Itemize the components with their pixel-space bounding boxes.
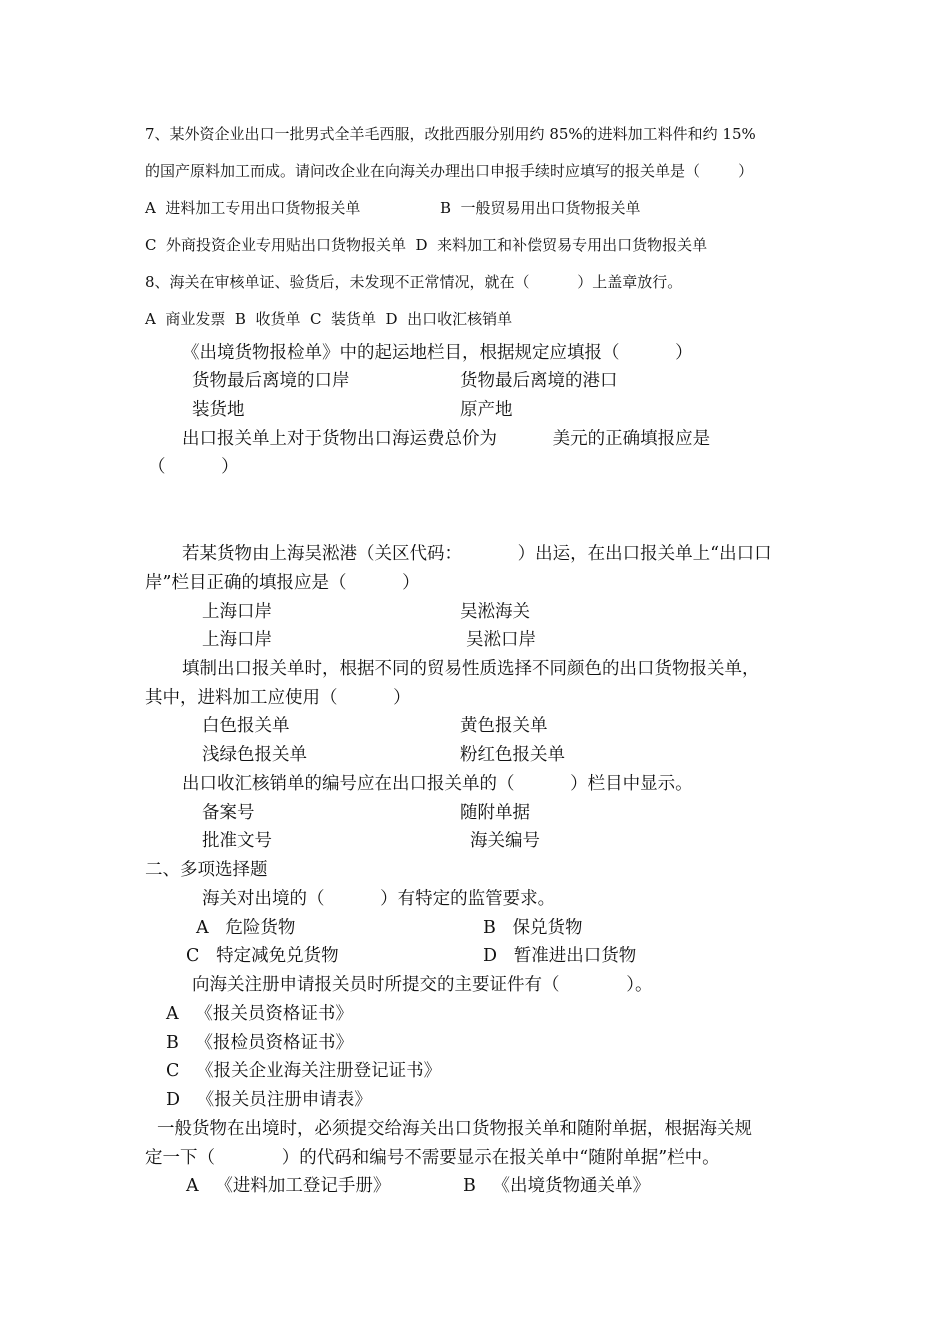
question-color-stem-1: 填制出口报关单时，根据不同的贸易性质选择不同颜色的出口货物报关单， bbox=[182, 659, 760, 679]
option-text: 吴淞海关 bbox=[460, 602, 530, 622]
question-8-stem: 8、海关在审核单证、验货后，未发现不正常情况，就在（ ）上盖章放行。 bbox=[145, 273, 683, 291]
option-text: 随附单据 bbox=[460, 803, 530, 823]
question-color-stem-2: 其中，进料加工应使用（ ） bbox=[145, 688, 411, 708]
question-documents-stem-1: 一般货物在出境时，必须提交给海关出口货物报关单和随附单据，根据海关规 bbox=[157, 1119, 752, 1139]
option-text: 海关编号 bbox=[470, 831, 540, 851]
option-text: D 暂准进出口货物 bbox=[483, 946, 637, 966]
option-text: 装货地 bbox=[192, 400, 245, 420]
option-text: 备案号 bbox=[202, 803, 255, 823]
question-freight-stem: 出口报关单上对于货物出口海运费总价为 美元的正确填报应是 bbox=[182, 429, 711, 449]
option-text: C 特定减免兑货物 bbox=[186, 946, 339, 966]
question-port-stem-1: 若某货物由上海吴淞港（关区代码： ）出运，在出口报关单上“出口口 bbox=[182, 544, 772, 564]
question-registration-stem: 向海关注册申请报关员时所提交的主要证件有（ ）。 bbox=[192, 975, 653, 995]
option-text: 上海口岸 bbox=[202, 630, 272, 650]
option-text: B 《报检员资格证书》 bbox=[166, 1033, 354, 1053]
question-verification-stem: 出口收汇核销单的编号应在出口报关单的（ ）栏目中显示。 bbox=[182, 774, 693, 794]
option-text: A 危险货物 bbox=[196, 918, 296, 938]
option-text: B 保兑货物 bbox=[483, 918, 583, 938]
option-text: 吴淞口岸 bbox=[466, 630, 536, 650]
option-text: A 《进料加工登记手册》 bbox=[186, 1176, 391, 1196]
question-7-line-2: 的国产原料加工而成。请问改企业在向海关办理出口申报手续时应填写的报关单是（ ） bbox=[145, 162, 754, 180]
option-text: 原产地 bbox=[460, 400, 513, 420]
option-text: 白色报关单 bbox=[202, 716, 290, 736]
question-7-option-a: A 进料加工专用出口货物报关单 bbox=[145, 199, 361, 217]
option-text: 批准文号 bbox=[202, 831, 272, 851]
question-supervision-stem: 海关对出境的（ ）有特定的监管要求。 bbox=[202, 889, 556, 909]
option-text: 上海口岸 bbox=[202, 602, 272, 622]
question-7-line-1: 7、某外资企业出口一批男式全羊毛西服，改批西服分别用约 85%的进料加工料件和约 15% bbox=[145, 125, 756, 143]
option-text: C 《报关企业海关注册登记证书》 bbox=[166, 1061, 442, 1081]
option-text: 货物最后离境的口岸 bbox=[192, 371, 350, 391]
question-7-options-cd: C 外商投资企业专用贴出口货物报关单 D 来料加工和补偿贸易专用出口货物报关单 bbox=[145, 236, 708, 254]
option-text: D 《报关员注册申请表》 bbox=[166, 1090, 372, 1110]
option-text: B 《出境货物通关单》 bbox=[463, 1176, 651, 1196]
option-text: A 《报关员资格证书》 bbox=[166, 1004, 353, 1024]
question-freight-answer: （ ） bbox=[148, 457, 239, 477]
question-documents-stem-2: 定一下（ ）的代码和编号不需要显示在报关单中“随附单据”栏中。 bbox=[145, 1148, 720, 1168]
question-port-stem-2: 岸”栏目正确的填报应是（ ） bbox=[145, 573, 420, 593]
option-text: 货物最后离境的港口 bbox=[460, 371, 618, 391]
option-text: 粉红色报关单 bbox=[460, 745, 565, 765]
question-origin-stem: 《出境货物报检单》中的起运地栏目，根据规定应填报（ ） bbox=[182, 343, 693, 363]
question-8-options: A 商业发票 B 收货单 C 装货单 D 出口收汇核销单 bbox=[145, 310, 513, 328]
section-heading: 二、多项选择题 bbox=[145, 860, 268, 880]
option-text: 浅绿色报关单 bbox=[202, 745, 307, 765]
question-7-option-b: B 一般贸易用出口货物报关单 bbox=[440, 199, 641, 217]
option-text: 黄色报关单 bbox=[460, 716, 548, 736]
